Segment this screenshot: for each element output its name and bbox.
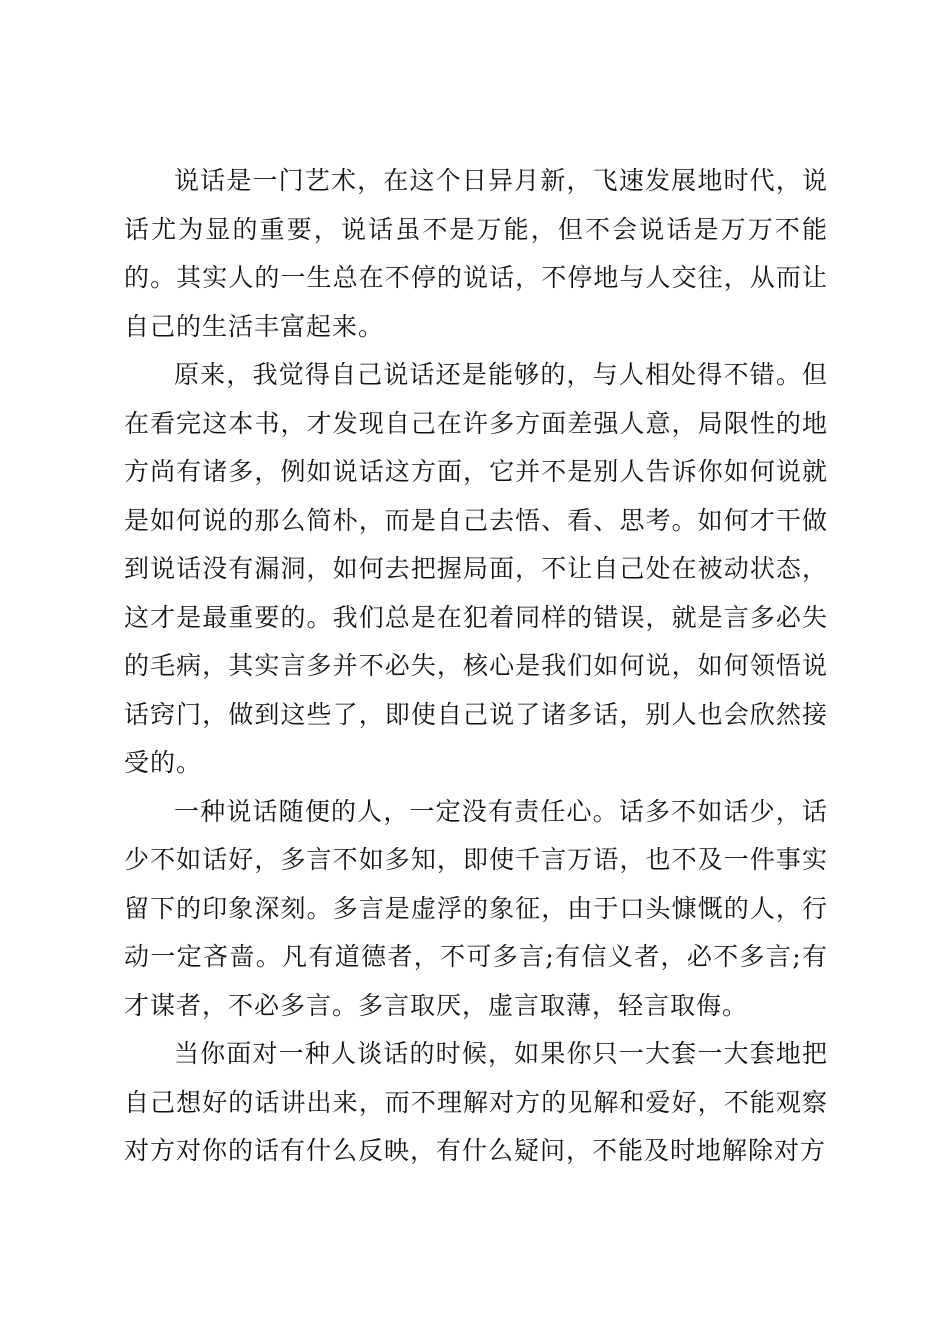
paragraph-1: 说话是一门艺术，在这个日异月新，飞速发展地时代，说话尤为显的重要，说话虽不是万能，但不会说话是万万不能的。其实人的一生总在不停的说话，不停地与人交往，从而让自己的生活丰富起来。 <box>124 166 828 341</box>
paragraph-2: 原来，我觉得自己说话还是能够的，与人相处得不错。但在看完这本书，才发现自己在许多方面差强人意，局限性的地方尚有诸多，例如说话这方面，它并不是别人告诉你如何说就是如何说的那么简朴，而是自己去悟、看、思考。如何才干做到说话没有漏洞，如何去把握局面，不让自己处在被动状态，这才是最重要的。我们总是在犯着同样的错误，就是言多必失的毛病，其实言多并不必失，核心是我们如何说，如何领悟说话窍门，做到这些了，即使自己说了诸多话，别人也会欣然接受的。 <box>124 360 828 777</box>
paragraph-4: 当你面对一种人谈话的时候，如果你只一大套一大套地把自己想好的话讲出来，而不理解对方的见解和爱好，不能观察对方对你的话有什么反映，有什么疑问，不能及时地解除对方 <box>124 1039 828 1165</box>
body-text <box>124 157 828 1176</box>
paragraph-3: 一种说话随便的人，一定没有责任心。话多不如话少，话少不如话好，多言不如多知，即使千言万语，也不及一件事实留下的印象深刻。多言是虚浮的象征，由于口头慷慨的人，行动一定吝啬。凡有道德者，不可多言;有信义者，必不多言;有才谋者，不必多言。多言取厌，虚言取薄，轻言取侮。 <box>124 796 828 1020</box>
